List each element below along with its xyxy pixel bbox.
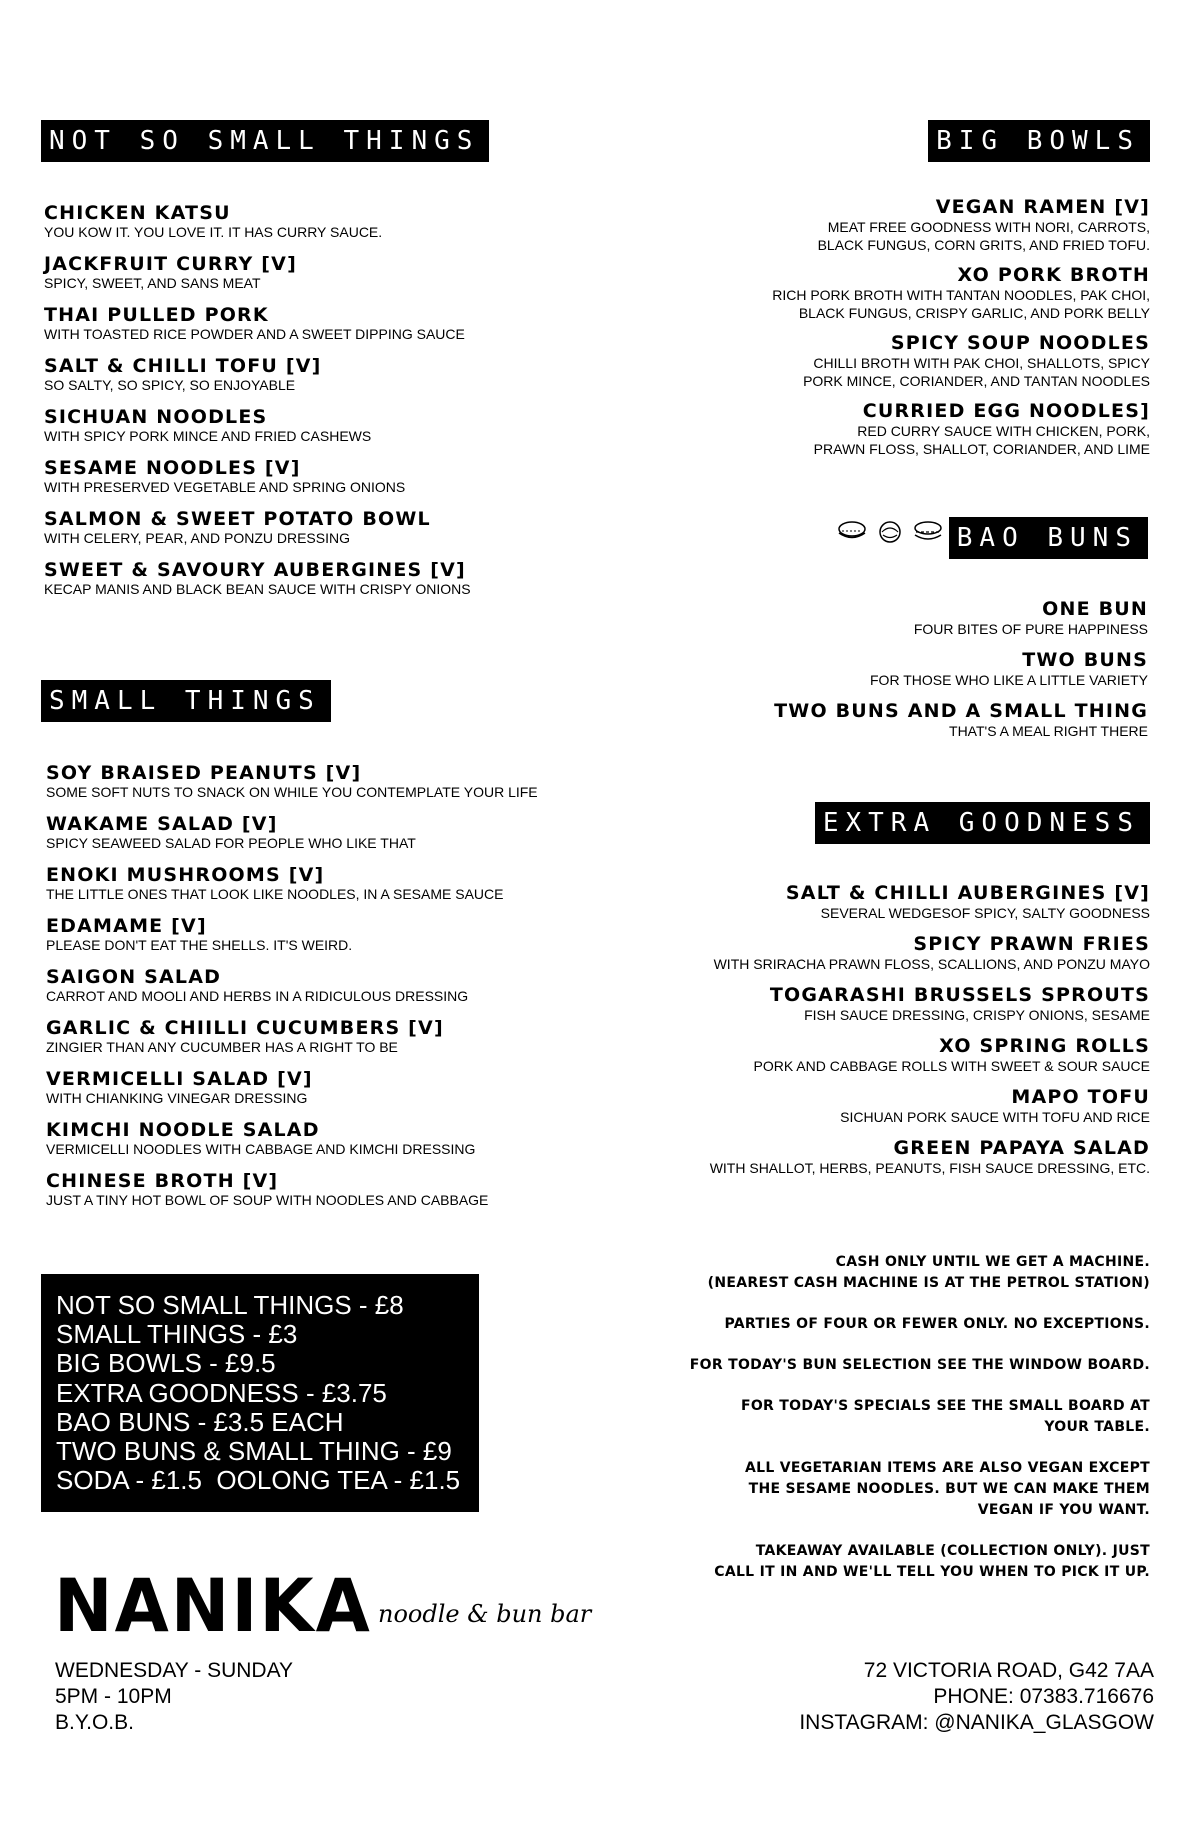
item-name: SESAME NOODLES [V] [44, 457, 301, 479]
price-line: SMALL THINGS - £3 [56, 1319, 298, 1350]
item-name: SPICY PRAWN FRIES [913, 933, 1150, 955]
hours-days: WEDNESDAY - SUNDAY [55, 1659, 294, 1682]
section-header-small: SMALL THINGS [41, 680, 331, 722]
item-name: CURRIED EGG NOODLES] [862, 400, 1150, 422]
big-bowls-list [772, 197, 1150, 469]
section-header-not-so-small: NOT SO SMALL THINGS [41, 120, 489, 162]
price-line: BAO BUNS - £3.5 EACH [56, 1406, 344, 1437]
menu-item [46, 1120, 538, 1171]
item-desc: BLACK FUNGUS, CORN GRITS, AND FRIED TOFU. [817, 237, 1150, 253]
menu-item [46, 865, 538, 916]
menu-item [44, 356, 471, 407]
item-name: TWO BUNS [1022, 649, 1148, 671]
price-line: TWO BUNS & SMALL THING - £9 [56, 1436, 452, 1467]
menu-item [772, 265, 1150, 333]
item-name: VERMICELLI SALAD [V] [46, 1068, 313, 1090]
bao-bun-icon [912, 520, 944, 544]
menu-item [44, 458, 471, 509]
item-desc: THE LITTLE ONES THAT LOOK LIKE NOODLES, IN A SESAME SAUCE [46, 886, 504, 902]
item-desc: PLEASE DON'T EAT THE SHELLS. IT'S WEIRD. [46, 937, 353, 953]
price-line: BIG BOWLS - £9.5 [56, 1348, 276, 1379]
menu-item [774, 701, 1148, 752]
item-desc: SPICY SEAWEED SALAD FOR PEOPLE WHO LIKE THAT [46, 835, 416, 851]
menu-item [44, 560, 471, 611]
bao-buns-list [774, 599, 1148, 752]
item-desc: SOME SOFT NUTS TO SNACK ON WHILE YOU CONTEMPLATE YOUR LIFE [46, 784, 538, 800]
item-name: GARLIC & CHIILLI CUCUMBERS [V] [46, 1017, 444, 1039]
item-name: SAIGON SALAD [46, 966, 222, 988]
item-name: WAKAME SALAD [V] [46, 813, 278, 835]
item-desc: SICHUAN PORK SAUCE WITH TOFU AND RICE [840, 1109, 1150, 1125]
item-name: KIMCHI NOODLE SALAD [46, 1119, 320, 1141]
note-line: TAKEAWAY AVAILABLE (COLLECTION ONLY). JUST [755, 1543, 1150, 1559]
item-name: XO SPRING ROLLS [939, 1035, 1150, 1057]
item-desc: MEAT FREE GOODNESS WITH NORI, CARROTS, [827, 219, 1150, 235]
section-header-extra-goodness: EXTRA GOODNESS [815, 802, 1150, 844]
item-desc: CARROT AND MOOLI AND HERBS IN A RIDICULOUS DRESSING [46, 988, 469, 1004]
item-name: THAI PULLED PORK [44, 304, 269, 326]
bao-bun-icon [876, 520, 904, 544]
note [590, 1355, 1150, 1376]
menu-item [44, 203, 471, 254]
instagram-link[interactable]: INSTAGRAM: @NANIKA_GLASGOW [799, 1711, 1154, 1734]
item-desc: WITH SHALLOT, HERBS, PEANUTS, FISH SAUCE DRESSING, ETC. [709, 1160, 1150, 1176]
item-desc: RED CURRY SAUCE WITH CHICKEN, PORK, [857, 423, 1150, 439]
item-name: TOGARASHI BRUSSELS SPROUTS [769, 984, 1150, 1006]
item-name: SALMON & SWEET POTATO BOWL [44, 508, 431, 530]
not-so-small-list [44, 203, 471, 611]
item-desc: ZINGIER THAN ANY CUCUMBER HAS A RIGHT TO BE [46, 1039, 398, 1055]
item-desc: RICH PORK BROTH WITH TANTAN NOODLES, PAK CHOI, [772, 287, 1150, 303]
item-desc: WITH CELERY, PEAR, AND PONZU DRESSING [44, 530, 350, 546]
section-header-bao-buns: BAO BUNS [949, 517, 1148, 559]
note [590, 1458, 1150, 1521]
item-desc: WITH TOASTED RICE POWDER AND A SWEET DIPPING SAUCE [44, 326, 465, 342]
item-name: SALT & CHILLI AUBERGINES [V] [785, 882, 1150, 904]
item-name: ENOKI MUSHROOMS [V] [46, 864, 325, 886]
brand-logo: NANIKA [54, 1562, 372, 1650]
item-name: EDAMAME [V] [46, 915, 207, 937]
item-name: SPICY SOUP NOODLES [890, 332, 1150, 354]
item-name: CHICKEN KATSU [44, 202, 231, 224]
price-line: EXTRA GOODNESS - £3.75 [56, 1377, 387, 1408]
menu-item [772, 401, 1150, 469]
contact-info [799, 1658, 1154, 1736]
item-desc: PORK MINCE, CORIANDER, AND TANTAN NOODLES [803, 373, 1150, 389]
house-notes [590, 1252, 1150, 1603]
address: 72 VICTORIA ROAD, G42 7AA [863, 1659, 1154, 1682]
price-line: NOT SO SMALL THINGS - £8 [56, 1290, 404, 1320]
note-line: VEGAN IF YOU WANT. [977, 1502, 1150, 1518]
item-name: CHINESE BROTH [V] [46, 1170, 279, 1192]
item-desc: WITH CHIANKING VINEGAR DRESSING [46, 1090, 308, 1106]
note [590, 1314, 1150, 1335]
menu-item [772, 333, 1150, 401]
item-name: TWO BUNS AND A SMALL THING [774, 700, 1148, 722]
item-desc: JUST A TINY HOT BOWL OF SOUP WITH NOODLES AND CABBAGE [46, 1192, 489, 1208]
item-desc: FISH SAUCE DRESSING, CRISPY ONIONS, SESAME [804, 1007, 1150, 1023]
item-desc: SO SALTY, SO SPICY, SO ENJOYABLE [44, 377, 296, 393]
section-header-big-bowls: BIG BOWLS [928, 120, 1150, 162]
item-desc: THAT'S A MEAL RIGHT THERE [949, 723, 1148, 739]
item-desc: SEVERAL WEDGESOF SPICY, SALTY GOODNESS [820, 905, 1150, 921]
item-desc: VERMICELLI NOODLES WITH CABBAGE AND KIMCHI DRESSING [46, 1141, 476, 1157]
menu-item [772, 197, 1150, 265]
item-name: SALT & CHILLI TOFU [V] [44, 355, 322, 377]
item-name: XO PORK BROTH [957, 264, 1150, 286]
note-line: FOR TODAY'S SPECIALS SEE THE SMALL BOARD AT [740, 1398, 1150, 1414]
price-line: SODA - £1.5 OOLONG TEA - £1.5 [56, 1465, 461, 1496]
opening-hours [55, 1658, 293, 1736]
menu-item [46, 967, 538, 1018]
phone: PHONE: 07383.716676 [933, 1685, 1154, 1708]
item-desc: KECAP MANIS AND BLACK BEAN SAUCE WITH CRISPY ONIONS [44, 581, 471, 597]
item-desc: WITH PRESERVED VEGETABLE AND SPRING ONIONS [44, 479, 406, 495]
extra-goodness-list [710, 883, 1150, 1189]
menu-item [44, 509, 471, 560]
menu-item [710, 1138, 1150, 1189]
bao-bun-icon [836, 520, 868, 544]
menu-item [46, 916, 538, 967]
brand-tagline: noodle & bun bar [378, 1600, 592, 1628]
item-name: JACKFRUIT CURRY [V] [44, 253, 297, 275]
item-name: GREEN PAPAYA SALAD [893, 1137, 1150, 1159]
hours-time: 5PM - 10PM [55, 1685, 172, 1708]
item-desc: BLACK FUNGUS, CRISPY GARLIC, AND PORK BELLY [798, 305, 1150, 321]
note [590, 1541, 1150, 1583]
item-desc: SPICY, SWEET, AND SANS MEAT [44, 275, 261, 291]
bun-icons [836, 520, 944, 544]
item-desc: PORK AND CABBAGE ROLLS WITH SWEET & SOUR SAUCE [753, 1058, 1150, 1074]
menu-item [710, 1087, 1150, 1138]
item-desc: CHILLI BROTH WITH PAK CHOI, SHALLOTS, SPICY [813, 355, 1150, 371]
item-desc: WITH SPICY PORK MINCE AND FRIED CASHEWS [44, 428, 372, 444]
note-line: (NEAREST CASH MACHINE IS AT THE PETROL STATION) [707, 1275, 1150, 1291]
item-desc: YOU KOW IT. YOU LOVE IT. IT HAS CURRY SAUCE. [44, 224, 383, 240]
menu-item [46, 1018, 538, 1069]
note [590, 1252, 1150, 1294]
note-line: PARTIES OF FOUR OR FEWER ONLY. NO EXCEPTIONS. [724, 1316, 1150, 1332]
menu-item [46, 763, 538, 814]
menu-item [710, 1036, 1150, 1087]
item-name: SOY BRAISED PEANUTS [V] [46, 762, 362, 784]
note-line: THE SESAME NOODLES. BUT WE CAN MAKE THEM [748, 1481, 1150, 1497]
item-name: ONE BUN [1042, 598, 1148, 620]
item-desc: PRAWN FLOSS, SHALLOT, CORIANDER, AND LIME [813, 441, 1150, 457]
menu-item [46, 1171, 538, 1222]
note-line: ALL VEGETARIAN ITEMS ARE ALSO VEGAN EXCEPT [744, 1460, 1150, 1476]
hours-byob: B.Y.O.B. [55, 1711, 134, 1734]
note [590, 1396, 1150, 1438]
small-things-list [46, 763, 538, 1222]
item-name: SICHUAN NOODLES [44, 406, 268, 428]
item-name: VEGAN RAMEN [V] [935, 196, 1150, 218]
menu-item [46, 1069, 538, 1120]
menu-item [710, 934, 1150, 985]
note-line: CASH ONLY UNTIL WE GET A MACHINE. [835, 1254, 1150, 1270]
menu-item [44, 407, 471, 458]
menu-item [46, 814, 538, 865]
item-desc: WITH SRIRACHA PRAWN FLOSS, SCALLIONS, AND PONZU MAYO [713, 956, 1150, 972]
note-line: FOR TODAY'S BUN SELECTION SEE THE WINDOW BOARD. [689, 1357, 1150, 1373]
item-desc: FOUR BITES OF PURE HAPPINESS [913, 621, 1148, 637]
menu-item [774, 650, 1148, 701]
price-box [41, 1274, 479, 1512]
menu-item [44, 254, 471, 305]
item-name: MAPO TOFU [1011, 1086, 1150, 1108]
item-name: SWEET & SAVOURY AUBERGINES [V] [44, 559, 466, 581]
menu-item [710, 985, 1150, 1036]
item-desc: FOR THOSE WHO LIKE A LITTLE VARIETY [870, 672, 1148, 688]
note-line: YOUR TABLE. [1044, 1419, 1150, 1435]
menu-item [44, 305, 471, 356]
menu-item [774, 599, 1148, 650]
menu-item [710, 883, 1150, 934]
note-line: CALL IT IN AND WE'LL TELL YOU WHEN TO PICK IT UP. [714, 1564, 1150, 1580]
